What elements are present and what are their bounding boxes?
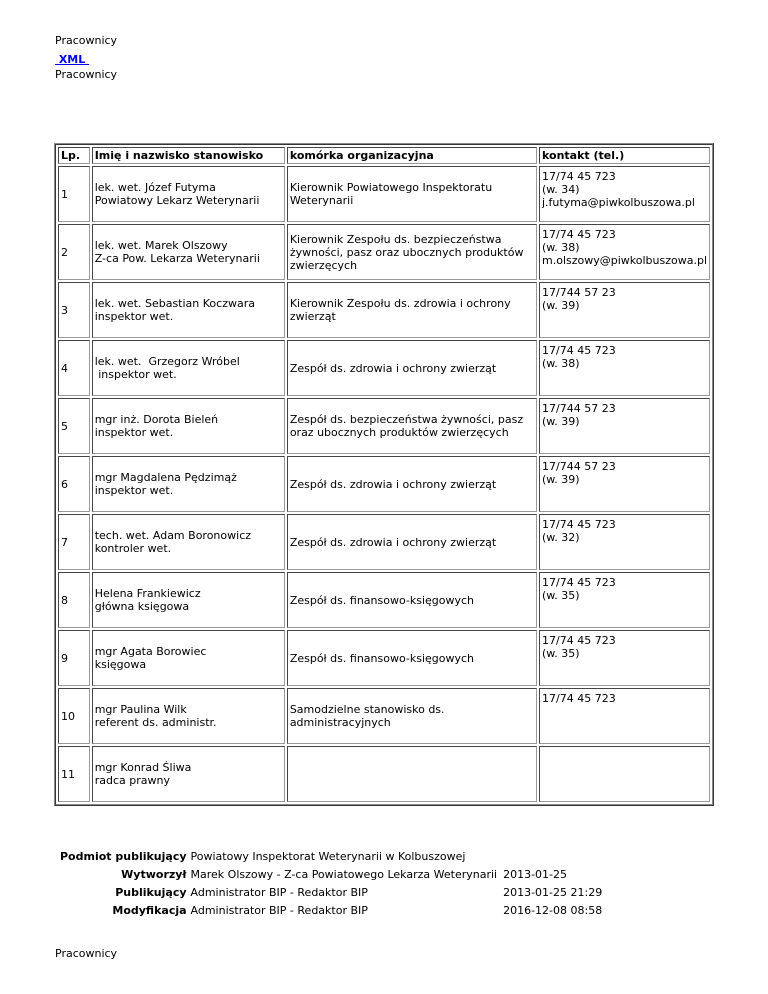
metadata-label: Publikujący [115,886,187,899]
cell-contact [539,398,710,454]
contact-extension: (w. 32) [542,531,580,544]
contact-extension: (w. 34) [542,183,580,196]
employee-position: Z-ca Pow. Lekarza Weterynarii [94,252,260,265]
cell-contact [539,572,710,628]
cell-name-position [92,340,285,396]
employee-name: mgr Agata Borowiec [94,645,207,658]
cell-name-position [92,282,285,338]
employee-position: główna księgowa [94,600,190,613]
metadata-label: Podmiot publikujący [60,850,187,863]
cell-contact [539,630,710,686]
cell-name-position [92,514,285,570]
employee-position: kontroler wet. [94,542,172,555]
publication-metadata [58,848,604,920]
cell-unit: Zespół ds. zdrowia i ochrony zwierząt [287,456,537,512]
contact-phone: 17/74 45 723 [542,634,616,647]
contact-phone: 17/74 45 723 [542,692,616,705]
employee-name: lek. wet. Sebastian Koczwara [94,297,255,310]
employee-position: inspektor wet. [94,368,177,381]
contact-phone: 17/744 57 23 [542,402,616,415]
contact-extension: (w. 35) [542,589,580,602]
contact-extension: (w. 38) [542,357,580,370]
table-row [58,166,710,222]
contact-phone: 17/74 45 723 [542,228,616,241]
cell-lp: 3 [58,282,90,338]
column-header-lp: Lp. [58,147,90,164]
contact-extension: (w. 39) [542,415,580,428]
page-subtitle: Pracownicy [55,68,118,81]
metadata-row [58,848,604,866]
cell-unit: Zespół ds. finansowo-księgowych [287,572,537,628]
metadata-date: 2016-12-08 08:58 [503,904,603,917]
table-row [58,514,710,570]
cell-lp: 7 [58,514,90,570]
table-row [58,630,710,686]
contact-email: m.olszowy@piwkolbuszowa.pl [542,254,707,267]
cell-unit: Kierownik Zespołu ds. bezpieczeństwa żywności, pasz oraz ubocznych produktów zwierzęcych [287,224,537,280]
cell-contact [539,340,710,396]
cell-unit: Zespół ds. finansowo-księgowych [287,630,537,686]
contact-extension: (w. 38) [542,241,580,254]
cell-lp: 4 [58,340,90,396]
contact-phone: 17/74 45 723 [542,576,616,589]
table-row [58,456,710,512]
table-row [58,688,710,744]
cell-contact [539,224,710,280]
table-row [58,282,710,338]
table-row [58,224,710,280]
cell-name-position [92,688,285,744]
contact-phone: 17/74 45 723 [542,344,616,357]
cell-unit [287,746,537,802]
contact-extension: (w. 39) [542,299,580,312]
contact-phone: 17/74 45 723 [542,518,616,531]
employee-position: radca prawny [94,774,170,787]
contact-email: j.futyma@piwkolbuszowa.pl [542,196,695,209]
employee-position: inspektor wet. [94,484,174,497]
cell-contact [539,166,710,222]
cell-contact [539,746,710,802]
cell-name-position [92,456,285,512]
metadata-value: Administrator BIP - Redaktor BIP [190,904,368,917]
table-row [58,340,710,396]
cell-lp: 2 [58,224,90,280]
column-header-contact: kontakt (tel.) [539,147,710,164]
contact-phone: 17/74 45 723 [542,170,616,183]
cell-name-position [92,224,285,280]
cell-contact [539,282,710,338]
metadata-row [58,866,604,884]
cell-lp: 6 [58,456,90,512]
metadata-date: 2013-01-25 21:29 [503,886,603,899]
employee-position: referent ds. administr. [94,716,217,729]
footer-label: Pracownicy [55,947,118,960]
cell-lp: 11 [58,746,90,802]
metadata-row [58,884,604,902]
table-row [58,572,710,628]
metadata-label: Modyfikacja [112,904,187,917]
employee-name: lek. wet. Marek Olszowy [94,239,228,252]
employee-name: Helena Frankiewicz [94,587,201,600]
employee-name: mgr inż. Dorota Bieleń [94,413,219,426]
employee-name: tech. wet. Adam Boronowicz [94,529,252,542]
cell-name-position [92,572,285,628]
employee-name: mgr Magdalena Pędzimąż [94,471,237,484]
cell-lp: 10 [58,688,90,744]
xml-link[interactable]: XML [55,53,90,66]
contact-extension: (w. 35) [542,647,580,660]
cell-contact [539,688,710,744]
cell-unit: Kierownik Powiatowego Inspektoratu Weterynarii [287,166,537,222]
cell-contact [539,514,710,570]
column-header-name: Imię i nazwisko stanowisko [92,147,285,164]
cell-unit: Kierownik Zespołu ds. zdrowia i ochrony zwierząt [287,282,537,338]
cell-unit: Zespół ds. zdrowia i ochrony zwierząt [287,514,537,570]
table-row [58,746,710,802]
table-header-row [58,147,710,164]
employee-position: księgowa [94,658,147,671]
page-title: Pracownicy [55,34,118,47]
cell-unit: Samodzielne stanowisko ds. administracyjnych [287,688,537,744]
employee-name: lek. wet. Józef Futyma [94,181,216,194]
employee-position: inspektor wet. [94,426,174,439]
metadata-row [58,902,604,920]
metadata-date [501,848,604,866]
cell-lp: 9 [58,630,90,686]
contact-extension: (w. 39) [542,473,580,486]
contact-phone: 17/744 57 23 [542,460,616,473]
employee-name: mgr Konrad Śliwa [94,761,192,774]
employee-name: mgr Paulina Wilk [94,703,187,716]
cell-lp: 5 [58,398,90,454]
cell-unit: Zespół ds. zdrowia i ochrony zwierząt [287,340,537,396]
cell-name-position [92,746,285,802]
cell-lp: 8 [58,572,90,628]
cell-contact [539,456,710,512]
cell-name-position [92,166,285,222]
employee-position: Powiatowy Lekarz Weterynarii [94,194,260,207]
employee-position: inspektor wet. [94,310,174,323]
metadata-label: Wytworzył [121,868,187,881]
cell-unit: Zespół ds. bezpieczeństwa żywności, pasz oraz ubocznych produktów zwierzęcych [287,398,537,454]
cell-name-position [92,630,285,686]
staff-table [54,143,714,806]
table-row [58,398,710,454]
metadata-value: Administrator BIP - Redaktor BIP [190,886,368,899]
metadata-date: 2013-01-25 [503,868,568,881]
contact-phone: 17/744 57 23 [542,286,616,299]
metadata-value: Marek Olszowy - Z-ca Powiatowego Lekarza Weterynarii [190,868,498,881]
metadata-value: Powiatowy Inspektorat Weterynarii w Kolbuszowej [190,850,466,863]
employee-name: lek. wet. Grzegorz Wróbel [94,355,240,368]
cell-lp: 1 [58,166,90,222]
column-header-unit: komórka organizacyjna [287,147,537,164]
cell-name-position [92,398,285,454]
